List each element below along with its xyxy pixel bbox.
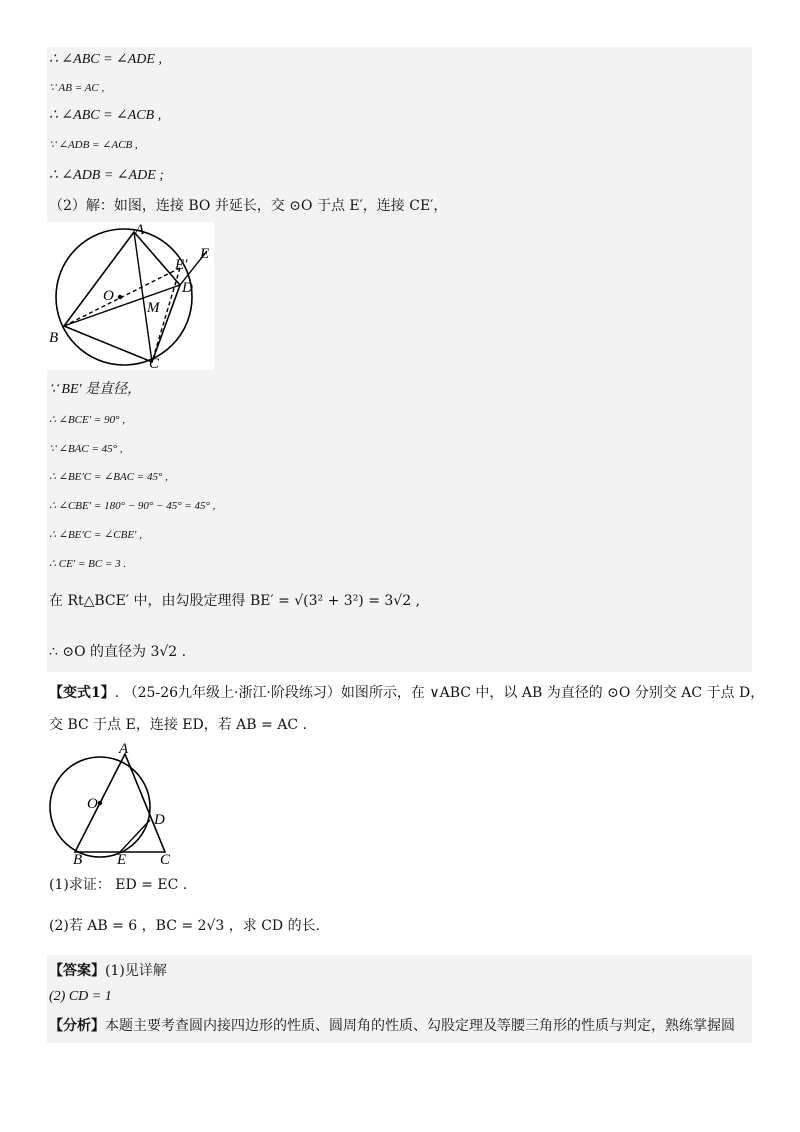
answer-line-2: (2) CD = 1	[49, 989, 112, 1004]
figure-circle-diagram-1	[47, 222, 214, 370]
solution-line-12: ∴ CE′ = BC = 3 .	[49, 558, 127, 570]
fig2-label-O: O	[87, 796, 98, 812]
variant-problem-line-2: 交 BC 于点 E，连接 ED，若 AB = AC .	[49, 717, 307, 733]
answer-line-1	[49, 962, 167, 980]
solution-line-3: ∴ ∠ABC = ∠ACB ,	[49, 108, 162, 123]
figure-circle-diagram-2	[47, 742, 177, 867]
variant-problem-line-1	[49, 684, 764, 702]
question-2: (2)若 AB = 6 ，BC = 2√3 ，求 CD 的长.	[49, 918, 321, 934]
variant-text-1: . （25-26九年级上·浙江·阶段练习）如图所示，在 ∨ABC 中，以 AB 为直径的 ⊙O 分别交 AC 于点 D，	[114, 685, 765, 701]
question-1: (1)求证： ED = EC .	[49, 877, 188, 893]
fig2-label-B: B	[73, 852, 83, 867]
solution-line-1: ∴ ∠ABC = ∠ADE ,	[49, 52, 162, 67]
analysis-tag: 【分析】	[49, 1018, 105, 1034]
solution-line-4: ∵ ∠ADB = ∠ACB ,	[49, 139, 138, 151]
fig1-label-C: C	[149, 356, 160, 370]
fig1-label-B: B	[49, 330, 59, 346]
solution-line-10: ∴ ∠CBE′ = 180° − 90° − 45° = 45° ,	[49, 500, 216, 512]
solution-part2-intro: （2）解：如图，连接 BO 并延长，交 ⊙O 于点 E′，连接 CE′，	[49, 198, 448, 214]
fig2-label-C: C	[160, 852, 171, 867]
solution-line-7: ∴ ∠BCE′ = 90° ,	[49, 414, 125, 426]
solution-line-2: ∵ AB = AC ,	[49, 82, 105, 94]
variant-tag: 【变式1】	[49, 685, 115, 701]
fig1-label-E-prime: E′	[175, 257, 188, 273]
answer-tag: 【答案】	[49, 963, 105, 979]
analysis-text: 本题主要考查圆内接四边形的性质、圆周角的性质、勾股定理及等腰三角形的性质与判定，熟练掌握圆	[105, 1018, 735, 1034]
solution-line-8: ∵ ∠BAC = 45° ,	[49, 443, 123, 455]
fig2-label-D: D	[154, 812, 165, 828]
fig1-label-D: D	[182, 280, 193, 296]
fig1-label-A: A	[135, 222, 145, 238]
fig2-label-A: A	[119, 742, 129, 757]
answer-part-1: (1)见详解	[105, 963, 167, 979]
fig1-label-O: O	[103, 288, 114, 304]
solution-line-11: ∴ ∠BE′C = ∠CBE′ ,	[49, 529, 142, 541]
fig1-label-M: M	[147, 300, 160, 316]
fig2-label-E: E	[117, 852, 127, 867]
solution-line-14: ∴ ⊙O 的直径为 3√2 .	[49, 644, 187, 660]
solution-line-13: 在 Rt△BCE′ 中，由勾股定理得 BE′ = √(3² + 3²) = 3√2 ,	[49, 593, 421, 609]
solution-line-6: ∵ BE′ 是直径，	[49, 382, 142, 397]
solution-line-5: ∴ ∠ADB = ∠ADE ;	[49, 168, 164, 183]
solution-line-9: ∴ ∠BE′C = ∠BAC = 45° ,	[49, 471, 168, 483]
fig1-label-E: E	[200, 246, 210, 262]
analysis-line	[49, 1017, 735, 1035]
